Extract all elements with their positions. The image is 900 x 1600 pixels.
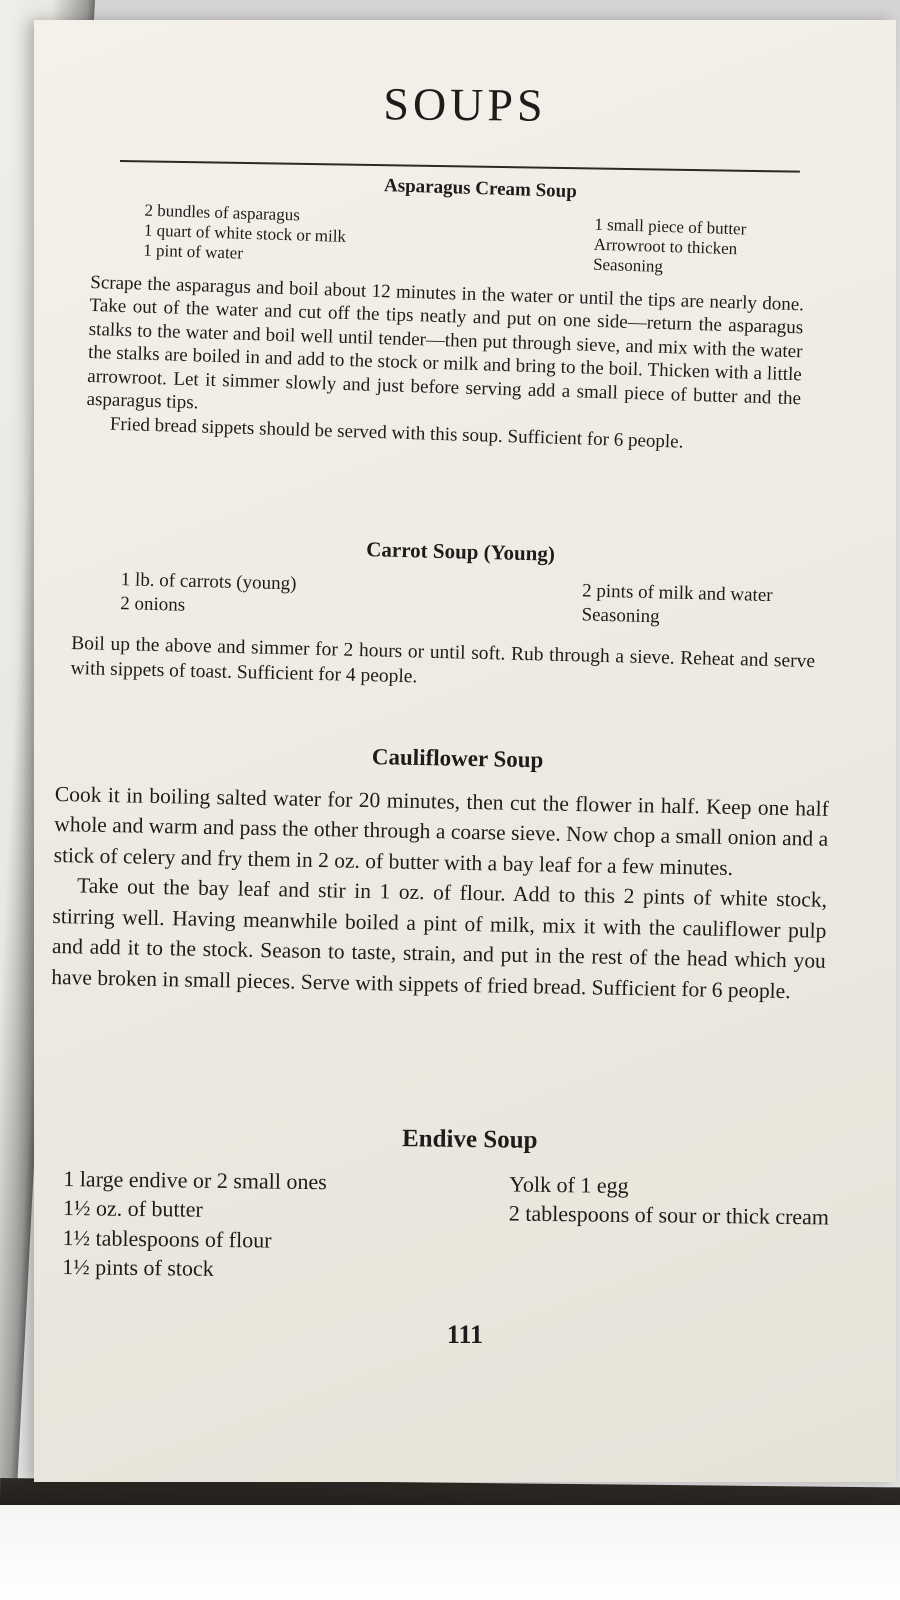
ingredient-item: Arrowroot to thicken [593,234,738,258]
running-head: SOUPS [383,78,547,131]
recipe-carrot-soup [70,530,817,699]
page-number: 111 [446,1320,484,1349]
ingredient-item: 1 large endive or 2 small ones [63,1165,327,1194]
method-paragraph: Fried bread sippets should be served with this soup. Sufficient for 6 people. [109,413,684,453]
ingredients-column-left [143,200,347,266]
recipe-cauliflower-soup [51,736,830,1007]
ingredients-column-right [581,579,773,632]
ingredient-item: 2 tablespoons of sour or thick cream [508,1200,830,1230]
book-page [34,20,896,1482]
ingredient-item: Yolk of 1 egg [509,1170,629,1198]
method-paragraph: Boil up the above and simmer for 2 hours or until soft. Rub through a sieve. Reheat and serve with sippets of toast. Sufficient for 4 people. [70,632,816,688]
ingredient-item: 1 pint of water [143,240,244,263]
table-surface [0,1505,900,1600]
page-content [34,20,896,1482]
recipe-title: Cauliflower Soup [371,744,544,773]
method-paragraph: Cook it in boiling salted water for 20 minutes, then cut the flower in half. Keep one half whole and warm and pass the other through a coarse sieve. Now chop a small onion and a stick of celery and fry them in 2 oz. of butter with a bay leaf for a few minutes. [53,781,829,880]
ingredient-item: 1 small piece of butter [594,214,747,239]
ingredient-item: 2 pints of milk and water [581,580,773,607]
ingredient-item: 1½ pints of stock [62,1254,214,1281]
ingredients-list [72,567,817,633]
ingredients-column-left [120,568,297,620]
recipe-asparagus-cream-soup [86,165,808,457]
recipe-title: Asparagus Cream Soup [383,175,578,203]
recipe-endive-soup [58,1120,850,1291]
recipe-title: Carrot Soup (Young) [365,537,556,566]
ingredient-item: Seasoning [581,604,660,628]
ingredient-item: Seasoning [592,254,664,276]
ingredients-list [58,1163,849,1291]
ingredient-item: 2 bundles of asparagus [144,200,301,224]
ingredient-item: 1 quart of white stock or milk [143,220,347,246]
method-paragraph: Scrape the asparagus and boil about 12 minutes in the water or until the tips are nearly done. Take out of the water and cut off the tips neatly and put on one side—return the asparagus stalks to the water and boil well until tender—then put through sieve, and mix with the water the stalks are boiled in and add to the stock or milk and bring to the boil. Thicken with a little arrowroot. Let it simmer slowly and just before serving add a small piece of butter and the asparagus tips. [86,271,805,414]
ingredients-column-right [593,214,747,279]
ingredient-item: 2 onions [119,593,186,616]
ingredient-item: 1 lb. of carrots (young) [120,569,297,595]
ingredient-item: 1½ oz. of butter [62,1195,203,1222]
recipe-title: Endive Soup [401,1125,538,1154]
ingredients-column-right [508,1169,849,1291]
ingredients-list [91,198,807,280]
method-paragraph: Take out the bay leaf and stir in 1 oz. of flour. Add to this 2 pints of white stock, stirring well. Having meanwhile boiled a pint of milk, mix it with the cauliflower pulp and add it to the stock. Season to taste, strain, and put in the rest of the head which you have broken in small pieces. Serve with sippets of fried bread. Sufficient for 6 people. [51,873,828,1003]
ingredient-item: 1½ tablespoons of flour [62,1224,272,1253]
ingredients-column-left [62,1164,327,1285]
